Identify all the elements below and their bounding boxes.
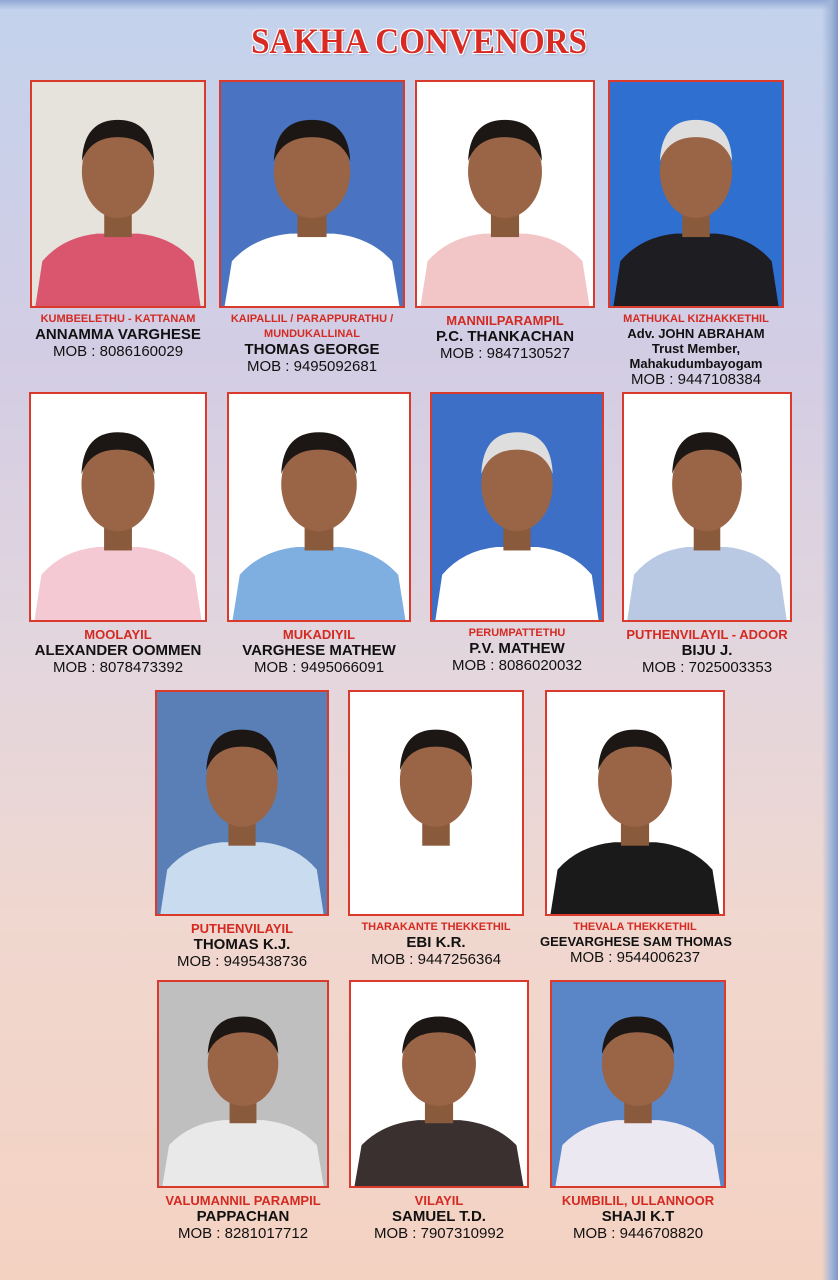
convenor-family-line2: MUNDUKALLINAL: [264, 328, 360, 340]
convenor-mobile: MOB : 7907310992: [373, 1225, 505, 1242]
convenor-family: THARAKANTE THEKKETHIL: [361, 921, 511, 933]
convenor-card: [410, 80, 600, 362]
portrait-illustration: [624, 394, 790, 620]
convenor-card: [600, 80, 792, 388]
convenor-card: [222, 392, 416, 676]
convenor-family: KUMBEELETHU - KATTANAM: [40, 313, 196, 325]
portrait-illustration: [432, 394, 602, 620]
convenor-card: [540, 690, 730, 966]
convenor-mobile: MOB : 9447108384: [630, 371, 762, 388]
convenor-family: KAIPALLIL / PARAPPURATHU /: [230, 313, 394, 325]
convenor-family: THEVALA THEKKETHIL: [573, 921, 697, 933]
convenor-name: THOMAS K.J.: [193, 936, 291, 953]
convenor-mobile: MOB : 9447256364: [370, 951, 502, 968]
convenor-family: PUTHENVILAYIL - ADOOR: [626, 627, 788, 642]
portrait-illustration: [417, 82, 593, 306]
convenor-card: [344, 980, 534, 1242]
convenor-card: [420, 392, 614, 674]
convenor-mobile: MOB : 7025003353: [641, 659, 773, 676]
convenor-mobile: MOB : 9446708820: [572, 1225, 704, 1242]
convenor-name: BIJU J.: [681, 642, 733, 659]
convenor-photo: [415, 80, 595, 308]
portrait-illustration: [229, 394, 409, 620]
portrait-illustration: [157, 692, 327, 914]
convenor-photo: [545, 690, 725, 916]
convenor-photo: [349, 980, 529, 1188]
convenor-photo: [227, 392, 411, 622]
convenor-mobile: MOB : 9495066091: [253, 659, 385, 676]
convenor-name: THOMAS GEORGE: [244, 341, 380, 358]
convenor-name: GEEVARGHESE SAM THOMAS: [540, 934, 732, 949]
convenor-mobile: MOB : 8078473392: [52, 659, 184, 676]
convenor-photo: [430, 392, 604, 622]
convenor-photo: [348, 690, 524, 916]
convenor-name: SHAJI K.T: [601, 1208, 675, 1225]
convenor-mobile: MOB : 8086160029: [52, 343, 184, 360]
convenor-name: SAMUEL T.D.: [392, 1208, 486, 1225]
convenor-family: MANNILPARAMPIL: [446, 313, 564, 328]
portrait-illustration: [351, 982, 527, 1186]
convenor-family: MOOLAYIL: [84, 627, 152, 642]
convenor-card: [216, 80, 408, 375]
convenor-family: VALUMANNIL PARAMPIL: [165, 1193, 321, 1208]
convenor-card: [150, 690, 334, 970]
portrait-illustration: [31, 394, 205, 620]
convenor-mobile: MOB : 8086020032: [451, 657, 583, 674]
convenor-mobile: MOB : 9847130527: [439, 345, 571, 362]
convenor-family: MATHUKAL KIZHAKKETHIL: [623, 313, 769, 325]
portrait-illustration: [159, 982, 327, 1186]
convenor-photo: [608, 80, 784, 308]
convenor-mobile: MOB : 8281017712: [177, 1225, 309, 1242]
page-title: SAKHA CONVENORS: [251, 21, 587, 61]
convenor-name: VARGHESE MATHEW: [242, 642, 396, 659]
convenor-name: ANNAMMA VARGHESE: [35, 326, 201, 343]
convenor-mobile: MOB : 9544006237: [569, 949, 701, 966]
portrait-illustration: [350, 692, 522, 914]
convenor-name: P.V. MATHEW: [469, 640, 565, 657]
convenor-card: [338, 690, 534, 968]
convenor-family: PUTHENVILAYIL: [190, 921, 294, 936]
convenor-title: Trust Member,: [651, 341, 741, 356]
convenor-name: EBI K.R.: [406, 934, 466, 951]
convenor-name: P.C. THANKACHAN: [435, 328, 575, 345]
convenor-card: [604, 392, 810, 676]
convenor-photo: [157, 980, 329, 1188]
portrait-illustration: [221, 82, 403, 306]
convenor-name: PAPPACHAN: [196, 1208, 290, 1225]
convenor-card: [538, 980, 738, 1242]
portrait-illustration: [552, 982, 724, 1186]
portrait-illustration: [610, 82, 782, 306]
convenor-card: [20, 392, 216, 676]
convenor-mobile: MOB : 9495092681: [246, 358, 378, 375]
convenor-mobile: MOB : 9495438736: [176, 953, 308, 970]
convenor-photo: [550, 980, 726, 1188]
convenor-name: ALEXANDER OOMMEN: [34, 642, 202, 659]
convenor-card: [28, 80, 208, 360]
convenor-family: PERUMPATTETHU: [468, 627, 566, 639]
page-right-edge: [822, 0, 838, 1280]
convenor-photo: [29, 392, 207, 622]
convenor-photo: [622, 392, 792, 622]
portrait-illustration: [32, 82, 204, 306]
convenor-card: [136, 980, 350, 1242]
portrait-illustration: [547, 692, 723, 914]
convenor-family: MUKADIYIL: [282, 627, 356, 642]
convenor-photo: [30, 80, 206, 308]
convenor-family: VILAYIL: [414, 1193, 464, 1208]
convenor-photo: [219, 80, 405, 308]
convenor-photo: [155, 690, 329, 916]
convenor-family: KUMBILIL, ULLANNOOR: [561, 1193, 715, 1208]
convenor-name: Adv. JOHN ABRAHAM: [627, 326, 765, 341]
convenor-organization: Mahakudumbayogam: [629, 356, 763, 371]
page-top-edge: [0, 0, 838, 10]
